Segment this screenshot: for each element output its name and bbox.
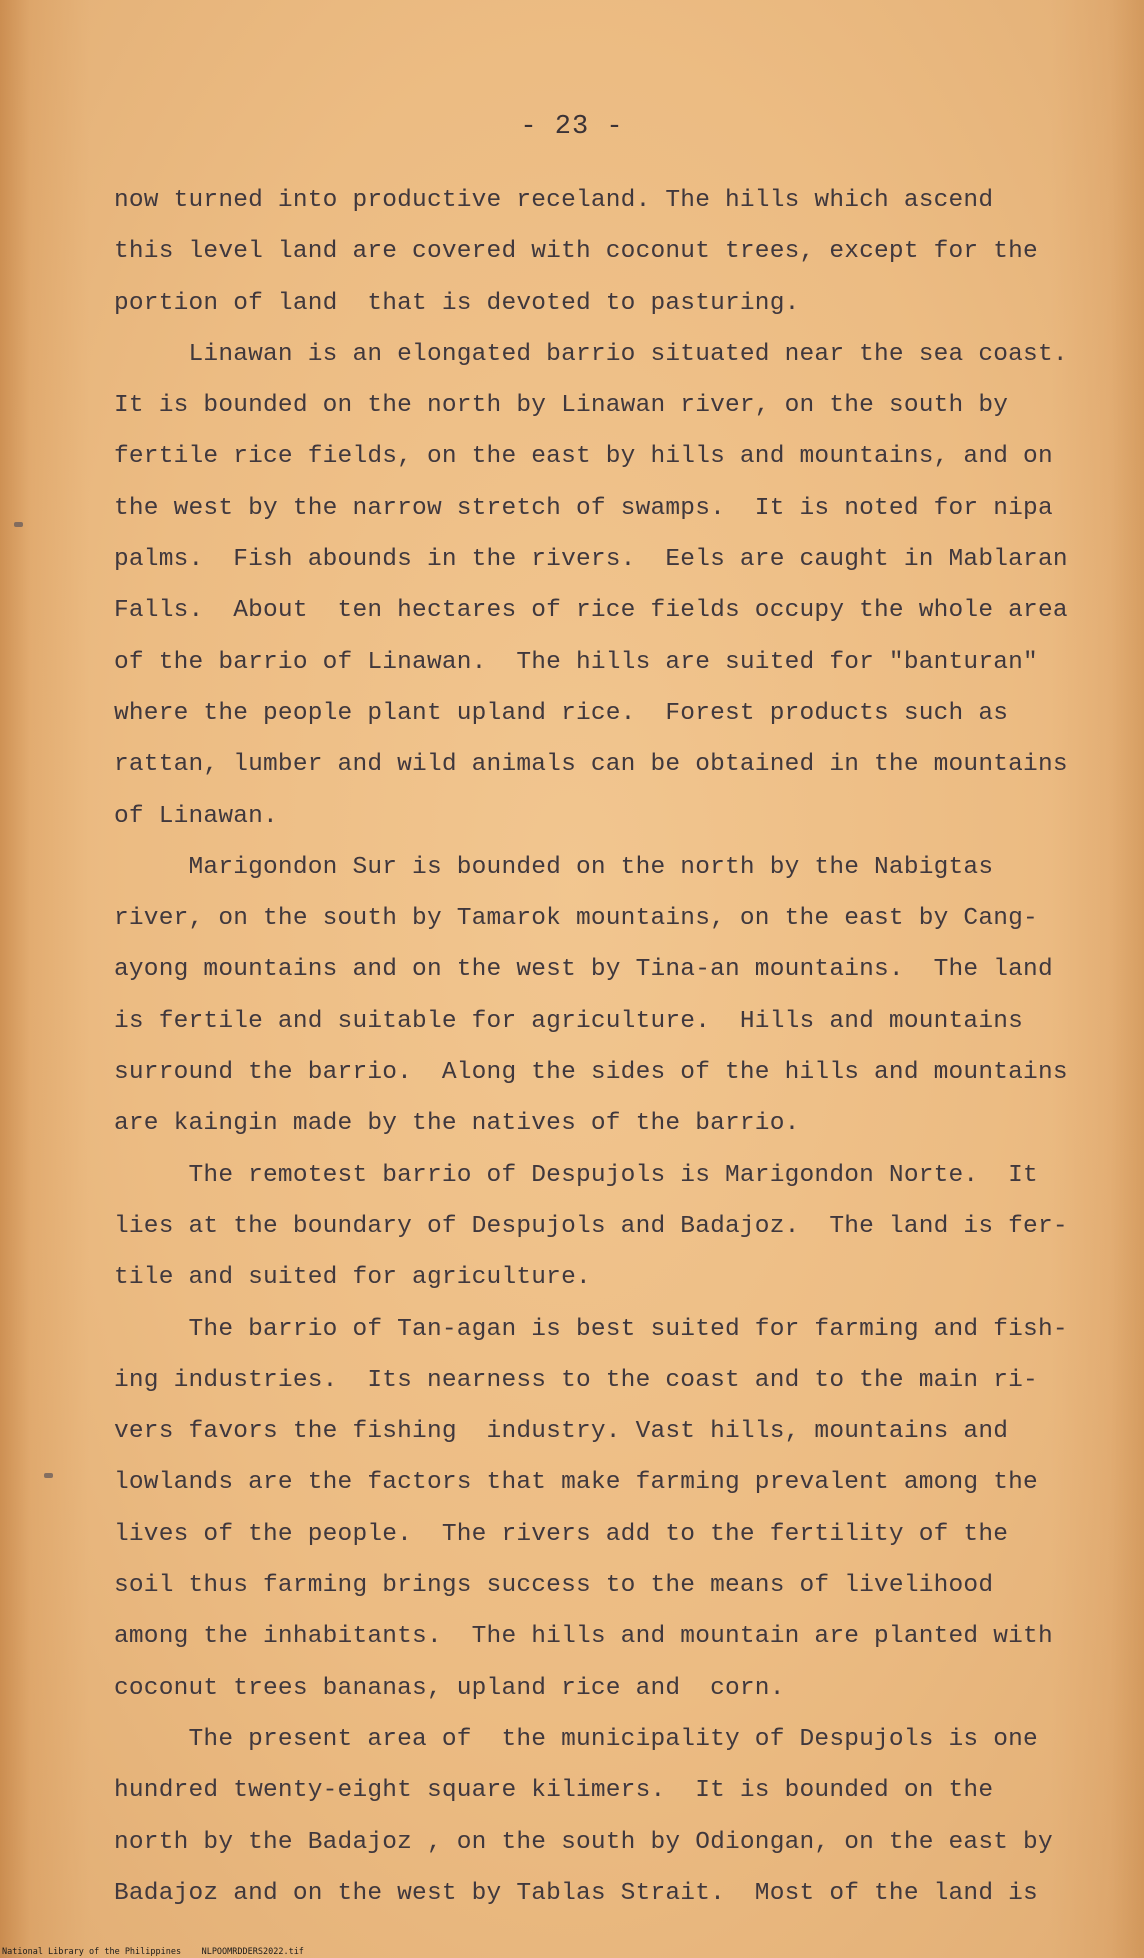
text-line: river, on the south by Tamarok mountains, on the east by Cang-	[114, 905, 1038, 933]
text-line: The present area of the municipality of Despujols is one	[114, 1725, 1038, 1753]
text-line: The remotest barrio of Despujols is Marigondon Norte. It	[114, 1161, 1038, 1189]
text-line: It is bounded on the north by Linawan river, on the south by	[114, 392, 1009, 420]
text-line: north by the Badajoz , on the south by Odiongan, on the east by	[114, 1828, 1053, 1856]
text-line: lives of the people. The rivers add to the fertility of the	[114, 1520, 1009, 1548]
text-line: the west by the narrow stretch of swamps. It is noted for nipa	[114, 494, 1053, 522]
text-line: ayong mountains and on the west by Tina-an mountains. The land	[114, 956, 1053, 984]
text-line: rattan, lumber and wild animals can be obtained in the mountains	[114, 751, 1068, 779]
text-line: lowlands are the factors that make farming prevalent among the	[114, 1469, 1038, 1497]
text-line: palms. Fish abounds in the rivers. Eels are caught in Mablaran	[114, 546, 1068, 574]
margin-mark	[14, 522, 23, 527]
text-line: Linawan is an elongated barrio situated near the sea coast.	[114, 340, 1068, 368]
scan-footer: National Library of the Philippines NLPOOMRDDERS2022.tif	[2, 1947, 304, 1957]
text-line: hundred twenty-eight square kilimers. It is bounded on the	[114, 1777, 994, 1805]
text-line: of the barrio of Linawan. The hills are suited for "banturan"	[114, 648, 1038, 676]
text-line: where the people plant upland rice. Forest products such as	[114, 699, 1009, 727]
text-line: vers favors the fishing industry. Vast hills, mountains and	[114, 1418, 1009, 1446]
text-line: among the inhabitants. The hills and mountain are planted with	[114, 1623, 1053, 1651]
text-line: now turned into productive receland. The hills which ascend	[114, 187, 994, 214]
text-line: soil thus farming brings success to the means of livelihood	[114, 1572, 994, 1600]
text-line: Falls. About ten hectares of rice fields occupy the whole area	[114, 597, 1068, 625]
margin-mark	[44, 1473, 53, 1478]
text-line: surround the barrio. Along the sides of the hills and mountains	[114, 1059, 1068, 1087]
page-number: - 23 -	[520, 112, 624, 142]
text-line: portion of land that is devoted to pasturing.	[114, 289, 800, 317]
text-line: this level land are covered with coconut trees, except for the	[114, 238, 1038, 266]
body-text	[114, 175, 1094, 1919]
text-line: ing industries. Its nearness to the coast and to the main ri-	[114, 1366, 1038, 1394]
text-line: tile and suited for agriculture.	[114, 1264, 591, 1292]
text-line: fertile rice fields, on the east by hills and mountains, and on	[114, 443, 1053, 471]
text-line: is fertile and suitable for agriculture. Hills and mountains	[114, 1007, 1024, 1035]
text-line: Badajoz and on the west by Tablas Strait. Most of the land is	[114, 1879, 1038, 1907]
text-line: coconut trees bananas, upland rice and corn.	[114, 1674, 785, 1702]
text-line: are kaingin made by the natives of the barrio.	[114, 1110, 800, 1138]
text-line: lies at the boundary of Despujols and Badajoz. The land is fer-	[114, 1212, 1068, 1240]
text-line: Marigondon Sur is bounded on the north by the Nabigtas	[114, 853, 994, 881]
text-line: of Linawan.	[114, 802, 278, 830]
text-line: The barrio of Tan-agan is best suited for farming and fish-	[114, 1315, 1068, 1343]
